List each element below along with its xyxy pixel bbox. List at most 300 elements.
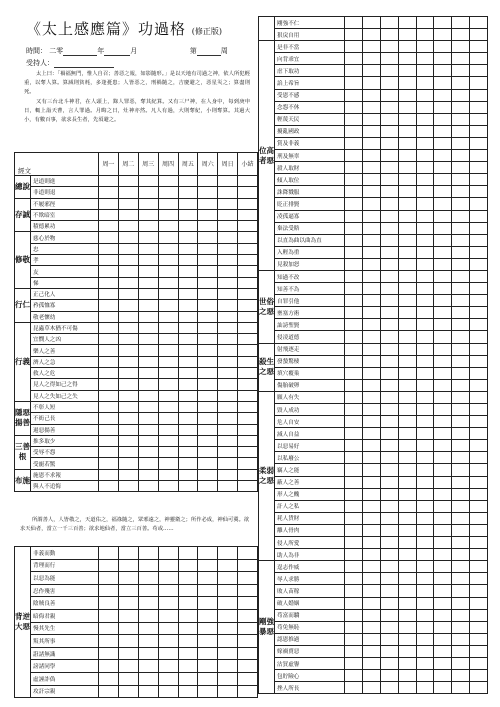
day-check-cell[interactable] [178, 547, 198, 560]
day-check-cell[interactable] [434, 198, 452, 210]
total-cell[interactable] [238, 481, 258, 492]
day-check-cell[interactable] [138, 597, 158, 610]
day-check-cell[interactable] [178, 609, 198, 622]
day-check-cell[interactable] [380, 682, 398, 694]
day-check-cell[interactable] [398, 295, 416, 307]
day-check-cell[interactable] [416, 270, 434, 282]
day-check-cell[interactable] [434, 670, 452, 682]
day-check-cell[interactable] [218, 198, 238, 209]
day-check-cell[interactable] [452, 355, 470, 367]
day-check-cell[interactable] [118, 322, 138, 333]
day-check-cell[interactable] [138, 447, 158, 458]
day-check-cell[interactable] [416, 186, 434, 198]
day-check-cell[interactable] [380, 137, 398, 149]
day-check-cell[interactable] [416, 258, 434, 270]
day-check-cell[interactable] [452, 101, 470, 113]
day-check-cell[interactable] [380, 355, 398, 367]
total-cell[interactable] [238, 401, 258, 412]
day-check-cell[interactable] [99, 622, 119, 635]
total-cell[interactable] [470, 101, 488, 113]
day-check-cell[interactable] [178, 300, 198, 311]
day-check-cell[interactable] [99, 447, 119, 458]
day-check-cell[interactable] [138, 176, 158, 187]
day-check-cell[interactable] [218, 266, 238, 277]
day-check-cell[interactable] [434, 645, 452, 657]
day-check-cell[interactable] [178, 368, 198, 379]
day-check-cell[interactable] [452, 500, 470, 512]
day-check-cell[interactable] [158, 176, 178, 187]
day-check-cell[interactable] [99, 311, 119, 322]
day-check-cell[interactable] [118, 176, 138, 187]
day-check-cell[interactable] [362, 41, 380, 53]
day-check-cell[interactable] [345, 210, 363, 222]
day-check-cell[interactable] [118, 685, 138, 698]
day-check-cell[interactable] [434, 367, 452, 379]
total-cell[interactable] [238, 277, 258, 288]
total-cell[interactable] [470, 645, 488, 657]
day-check-cell[interactable] [434, 355, 452, 367]
day-check-cell[interactable] [118, 609, 138, 622]
day-check-cell[interactable] [434, 573, 452, 585]
day-check-cell[interactable] [158, 635, 178, 648]
day-check-cell[interactable] [398, 246, 416, 258]
day-check-cell[interactable] [198, 176, 218, 187]
day-check-cell[interactable] [99, 243, 119, 254]
day-check-cell[interactable] [416, 77, 434, 89]
day-check-cell[interactable] [398, 150, 416, 162]
day-check-cell[interactable] [198, 469, 218, 480]
total-cell[interactable] [470, 657, 488, 669]
day-check-cell[interactable] [380, 307, 398, 319]
day-check-cell[interactable] [198, 647, 218, 660]
day-check-cell[interactable] [345, 258, 363, 270]
day-check-cell[interactable] [345, 162, 363, 174]
day-check-cell[interactable] [138, 322, 158, 333]
day-check-cell[interactable] [345, 633, 363, 645]
day-check-cell[interactable] [138, 243, 158, 254]
total-cell[interactable] [470, 246, 488, 258]
day-check-cell[interactable] [380, 404, 398, 416]
day-check-cell[interactable] [416, 210, 434, 222]
day-check-cell[interactable] [398, 307, 416, 319]
day-check-cell[interactable] [99, 198, 119, 209]
day-check-cell[interactable] [380, 283, 398, 295]
day-check-cell[interactable] [138, 572, 158, 585]
day-check-cell[interactable] [345, 113, 363, 125]
day-check-cell[interactable] [416, 101, 434, 113]
day-check-cell[interactable] [345, 222, 363, 234]
day-check-cell[interactable] [362, 89, 380, 101]
day-check-cell[interactable] [434, 416, 452, 428]
day-check-cell[interactable] [118, 232, 138, 243]
day-check-cell[interactable] [434, 331, 452, 343]
day-check-cell[interactable] [178, 481, 198, 492]
day-check-cell[interactable] [218, 311, 238, 322]
day-check-cell[interactable] [138, 187, 158, 198]
day-check-cell[interactable] [178, 390, 198, 401]
day-check-cell[interactable] [118, 597, 138, 610]
day-check-cell[interactable] [138, 685, 158, 698]
day-check-cell[interactable] [398, 512, 416, 524]
day-check-cell[interactable] [398, 65, 416, 77]
day-check-cell[interactable] [138, 584, 158, 597]
day-check-cell[interactable] [398, 416, 416, 428]
total-cell[interactable] [470, 452, 488, 464]
day-check-cell[interactable] [138, 209, 158, 220]
day-check-cell[interactable] [178, 424, 198, 435]
total-cell[interactable] [470, 621, 488, 633]
day-check-cell[interactable] [138, 547, 158, 560]
day-check-cell[interactable] [345, 488, 363, 500]
day-check-cell[interactable] [198, 609, 218, 622]
total-cell[interactable] [238, 176, 258, 187]
day-check-cell[interactable] [218, 609, 238, 622]
day-check-cell[interactable] [138, 390, 158, 401]
day-check-cell[interactable] [198, 221, 218, 232]
day-check-cell[interactable] [416, 621, 434, 633]
day-check-cell[interactable] [416, 198, 434, 210]
day-check-cell[interactable] [380, 597, 398, 609]
day-check-cell[interactable] [452, 198, 470, 210]
day-check-cell[interactable] [398, 41, 416, 53]
day-check-cell[interactable] [218, 685, 238, 698]
day-check-cell[interactable] [345, 452, 363, 464]
total-cell[interactable] [238, 597, 258, 610]
day-check-cell[interactable] [434, 258, 452, 270]
day-check-cell[interactable] [99, 322, 119, 333]
total-cell[interactable] [238, 334, 258, 345]
day-check-cell[interactable] [362, 331, 380, 343]
day-check-cell[interactable] [345, 283, 363, 295]
day-check-cell[interactable] [362, 379, 380, 391]
day-check-cell[interactable] [434, 585, 452, 597]
day-check-cell[interactable] [99, 368, 119, 379]
day-check-cell[interactable] [198, 685, 218, 698]
day-check-cell[interactable] [398, 440, 416, 452]
day-check-cell[interactable] [398, 404, 416, 416]
day-check-cell[interactable] [434, 137, 452, 149]
day-check-cell[interactable] [218, 221, 238, 232]
day-check-cell[interactable] [198, 584, 218, 597]
day-check-cell[interactable] [158, 584, 178, 597]
day-check-cell[interactable] [345, 343, 363, 355]
day-check-cell[interactable] [158, 198, 178, 209]
day-check-cell[interactable] [380, 319, 398, 331]
day-check-cell[interactable] [178, 232, 198, 243]
day-check-cell[interactable] [362, 234, 380, 246]
day-check-cell[interactable] [198, 300, 218, 311]
day-check-cell[interactable] [345, 561, 363, 573]
day-check-cell[interactable] [198, 334, 218, 345]
day-check-cell[interactable] [118, 435, 138, 446]
day-check-cell[interactable] [380, 331, 398, 343]
day-check-cell[interactable] [434, 125, 452, 137]
day-check-cell[interactable] [138, 368, 158, 379]
day-check-cell[interactable] [452, 174, 470, 186]
day-check-cell[interactable] [398, 53, 416, 65]
day-check-cell[interactable] [452, 89, 470, 101]
day-check-cell[interactable] [218, 635, 238, 648]
day-check-cell[interactable] [99, 390, 119, 401]
day-check-cell[interactable] [198, 277, 218, 288]
total-cell[interactable] [470, 682, 488, 694]
day-check-cell[interactable] [362, 633, 380, 645]
day-check-cell[interactable] [452, 29, 470, 41]
day-check-cell[interactable] [434, 609, 452, 621]
day-check-cell[interactable] [416, 125, 434, 137]
day-check-cell[interactable] [99, 547, 119, 560]
day-check-cell[interactable] [118, 481, 138, 492]
day-check-cell[interactable] [380, 367, 398, 379]
day-check-cell[interactable] [99, 401, 119, 412]
day-check-cell[interactable] [198, 356, 218, 367]
day-check-cell[interactable] [118, 209, 138, 220]
day-check-cell[interactable] [434, 210, 452, 222]
day-check-cell[interactable] [198, 345, 218, 356]
day-check-cell[interactable] [452, 222, 470, 234]
day-check-cell[interactable] [416, 355, 434, 367]
day-check-cell[interactable] [416, 41, 434, 53]
total-cell[interactable] [470, 186, 488, 198]
day-check-cell[interactable] [138, 221, 158, 232]
total-cell[interactable] [470, 573, 488, 585]
day-check-cell[interactable] [158, 481, 178, 492]
day-check-cell[interactable] [118, 221, 138, 232]
day-check-cell[interactable] [362, 162, 380, 174]
day-check-cell[interactable] [452, 645, 470, 657]
day-check-cell[interactable] [345, 464, 363, 476]
day-check-cell[interactable] [118, 622, 138, 635]
day-check-cell[interactable] [452, 621, 470, 633]
day-check-cell[interactable] [178, 660, 198, 673]
day-check-cell[interactable] [434, 307, 452, 319]
day-check-cell[interactable] [198, 635, 218, 648]
day-check-cell[interactable] [452, 682, 470, 694]
day-check-cell[interactable] [362, 609, 380, 621]
day-check-cell[interactable] [398, 682, 416, 694]
day-check-cell[interactable] [434, 295, 452, 307]
day-check-cell[interactable] [158, 647, 178, 660]
day-check-cell[interactable] [362, 295, 380, 307]
day-check-cell[interactable] [434, 113, 452, 125]
day-check-cell[interactable] [345, 186, 363, 198]
day-check-cell[interactable] [345, 29, 363, 41]
day-check-cell[interactable] [345, 198, 363, 210]
total-cell[interactable] [238, 322, 258, 333]
day-check-cell[interactable] [434, 657, 452, 669]
day-check-cell[interactable] [416, 222, 434, 234]
day-check-cell[interactable] [398, 561, 416, 573]
day-check-cell[interactable] [362, 125, 380, 137]
day-check-cell[interactable] [178, 672, 198, 685]
day-check-cell[interactable] [380, 295, 398, 307]
day-check-cell[interactable] [345, 65, 363, 77]
day-check-cell[interactable] [345, 621, 363, 633]
day-check-cell[interactable] [99, 221, 119, 232]
total-cell[interactable] [470, 150, 488, 162]
day-check-cell[interactable] [416, 283, 434, 295]
total-cell[interactable] [238, 356, 258, 367]
day-check-cell[interactable] [398, 29, 416, 41]
day-check-cell[interactable] [158, 379, 178, 390]
day-check-cell[interactable] [218, 458, 238, 469]
day-check-cell[interactable] [138, 345, 158, 356]
day-check-cell[interactable] [138, 559, 158, 572]
day-check-cell[interactable] [218, 559, 238, 572]
day-check-cell[interactable] [380, 246, 398, 258]
day-check-cell[interactable] [398, 319, 416, 331]
day-check-cell[interactable] [362, 512, 380, 524]
day-check-cell[interactable] [178, 345, 198, 356]
day-check-cell[interactable] [345, 125, 363, 137]
day-check-cell[interactable] [398, 210, 416, 222]
day-check-cell[interactable] [416, 295, 434, 307]
day-check-cell[interactable] [158, 572, 178, 585]
total-cell[interactable] [238, 300, 258, 311]
day-check-cell[interactable] [380, 585, 398, 597]
day-check-cell[interactable] [380, 89, 398, 101]
day-check-cell[interactable] [362, 137, 380, 149]
day-check-cell[interactable] [198, 435, 218, 446]
day-check-cell[interactable] [362, 319, 380, 331]
total-cell[interactable] [238, 243, 258, 254]
total-cell[interactable] [470, 174, 488, 186]
day-check-cell[interactable] [452, 319, 470, 331]
day-check-cell[interactable] [380, 488, 398, 500]
day-check-cell[interactable] [138, 356, 158, 367]
day-check-cell[interactable] [118, 356, 138, 367]
day-check-cell[interactable] [434, 561, 452, 573]
day-check-cell[interactable] [362, 464, 380, 476]
day-check-cell[interactable] [118, 447, 138, 458]
total-cell[interactable] [238, 198, 258, 209]
day-check-cell[interactable] [99, 334, 119, 345]
total-cell[interactable] [470, 391, 488, 403]
day-check-cell[interactable] [398, 234, 416, 246]
total-cell[interactable] [238, 469, 258, 480]
name-field[interactable] [54, 59, 114, 68]
day-check-cell[interactable] [178, 413, 198, 424]
day-check-cell[interactable] [380, 549, 398, 561]
total-cell[interactable] [238, 447, 258, 458]
day-check-cell[interactable] [362, 670, 380, 682]
total-cell[interactable] [470, 77, 488, 89]
day-check-cell[interactable] [452, 367, 470, 379]
total-cell[interactable] [238, 660, 258, 673]
day-check-cell[interactable] [198, 401, 218, 412]
total-cell[interactable] [470, 488, 488, 500]
total-cell[interactable] [238, 379, 258, 390]
day-check-cell[interactable] [398, 573, 416, 585]
day-check-cell[interactable] [138, 288, 158, 299]
day-check-cell[interactable] [452, 597, 470, 609]
day-check-cell[interactable] [118, 311, 138, 322]
day-check-cell[interactable] [345, 307, 363, 319]
total-cell[interactable] [238, 232, 258, 243]
day-check-cell[interactable] [118, 572, 138, 585]
day-check-cell[interactable] [434, 186, 452, 198]
total-cell[interactable] [470, 234, 488, 246]
day-check-cell[interactable] [138, 232, 158, 243]
total-cell[interactable] [470, 379, 488, 391]
day-check-cell[interactable] [398, 621, 416, 633]
day-check-cell[interactable] [452, 186, 470, 198]
day-check-cell[interactable] [158, 390, 178, 401]
day-check-cell[interactable] [345, 537, 363, 549]
day-check-cell[interactable] [178, 435, 198, 446]
day-check-cell[interactable] [118, 584, 138, 597]
day-check-cell[interactable] [452, 150, 470, 162]
day-check-cell[interactable] [380, 428, 398, 440]
day-check-cell[interactable] [158, 277, 178, 288]
day-check-cell[interactable] [434, 488, 452, 500]
day-check-cell[interactable] [398, 89, 416, 101]
day-check-cell[interactable] [138, 622, 158, 635]
day-check-cell[interactable] [452, 404, 470, 416]
day-check-cell[interactable] [362, 246, 380, 258]
day-check-cell[interactable] [380, 343, 398, 355]
day-check-cell[interactable] [138, 435, 158, 446]
day-check-cell[interactable] [118, 334, 138, 345]
total-cell[interactable] [238, 547, 258, 560]
day-check-cell[interactable] [416, 416, 434, 428]
day-check-cell[interactable] [380, 464, 398, 476]
day-check-cell[interactable] [118, 458, 138, 469]
day-check-cell[interactable] [99, 597, 119, 610]
day-check-cell[interactable] [416, 234, 434, 246]
day-check-cell[interactable] [99, 559, 119, 572]
day-check-cell[interactable] [362, 367, 380, 379]
day-check-cell[interactable] [380, 222, 398, 234]
day-check-cell[interactable] [345, 404, 363, 416]
day-check-cell[interactable] [345, 319, 363, 331]
day-check-cell[interactable] [380, 657, 398, 669]
day-check-cell[interactable] [362, 222, 380, 234]
day-check-cell[interactable] [452, 137, 470, 149]
day-check-cell[interactable] [218, 345, 238, 356]
day-check-cell[interactable] [138, 266, 158, 277]
day-check-cell[interactable] [452, 488, 470, 500]
day-check-cell[interactable] [416, 379, 434, 391]
day-check-cell[interactable] [99, 300, 119, 311]
day-check-cell[interactable] [416, 476, 434, 488]
total-cell[interactable] [238, 559, 258, 572]
day-check-cell[interactable] [198, 597, 218, 610]
day-check-cell[interactable] [380, 440, 398, 452]
day-check-cell[interactable] [434, 174, 452, 186]
day-check-cell[interactable] [452, 609, 470, 621]
day-check-cell[interactable] [452, 391, 470, 403]
day-check-cell[interactable] [198, 288, 218, 299]
day-check-cell[interactable] [434, 17, 452, 29]
day-check-cell[interactable] [218, 390, 238, 401]
day-check-cell[interactable] [198, 572, 218, 585]
day-check-cell[interactable] [345, 391, 363, 403]
day-check-cell[interactable] [178, 469, 198, 480]
day-check-cell[interactable] [218, 209, 238, 220]
day-check-cell[interactable] [158, 609, 178, 622]
month-field[interactable] [104, 47, 130, 56]
day-check-cell[interactable] [380, 101, 398, 113]
day-check-cell[interactable] [452, 234, 470, 246]
day-check-cell[interactable] [380, 162, 398, 174]
day-check-cell[interactable] [99, 647, 119, 660]
day-check-cell[interactable] [99, 232, 119, 243]
day-check-cell[interactable] [345, 174, 363, 186]
day-check-cell[interactable] [416, 137, 434, 149]
day-check-cell[interactable] [99, 209, 119, 220]
total-cell[interactable] [470, 500, 488, 512]
